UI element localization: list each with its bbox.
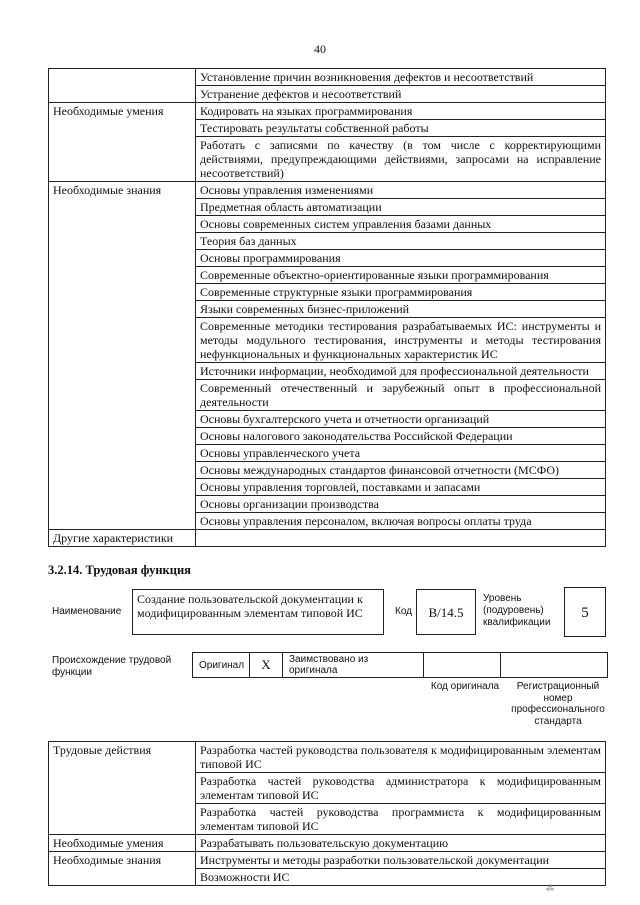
section-title: 3.2.14. Трудовая функция xyxy=(48,563,191,577)
requirement-item: Разработка частей руководства администратора к модифицированным элементам типовой ИС xyxy=(196,773,606,804)
requirement-item: Современные структурные языки программирования xyxy=(196,284,606,301)
origin-original-label: Оригинал xyxy=(199,659,245,671)
requirement-item: Разработка частей руководства программиста к модифицированным элементам типовой ИС xyxy=(196,804,606,835)
group-label: Другие характеристики xyxy=(49,530,196,547)
origin-row xyxy=(193,652,608,678)
table-row xyxy=(49,835,606,852)
requirement-item: Кодировать на языках программирования xyxy=(196,103,606,120)
page-number: 40 xyxy=(314,42,326,56)
table-row xyxy=(49,530,606,547)
group-label xyxy=(49,69,196,103)
origin-label: Происхождение трудовой функции xyxy=(52,655,172,678)
requirement-item: Тестировать результаты собственной работы xyxy=(196,120,606,137)
requirement-item: Современные методики тестирования разрабатываемых ИС: инструменты и методы модульного тестирования, инструменты и методы тестирования нефункциональных и функциональных характеристик ИС xyxy=(196,318,606,363)
requirement-item: Предметная область автоматизации xyxy=(196,199,606,216)
requirement-item: Основы налогового законодательства Российской Федерации xyxy=(196,428,606,445)
table-row xyxy=(49,69,606,86)
table-row xyxy=(49,182,606,199)
function-name-box: Создание пользовательской документации к модифицированным элементам типовой ИС xyxy=(132,589,384,635)
caption-registration-number: Регистрационный номер профессионального стандарта xyxy=(511,681,605,727)
requirement-item: Основы международных стандартов финансовой отчетности (МСФО) xyxy=(196,462,606,479)
level-label: Уровень (подуровень) квалификации xyxy=(483,593,551,628)
name-label: Наименование xyxy=(52,606,122,617)
origin-original-cell xyxy=(192,652,250,678)
requirement-item xyxy=(196,530,606,547)
group-label: Необходимые знания xyxy=(49,182,196,530)
requirement-item: Разработка частей руководства пользователя к модифицированным элементам типовой ИС xyxy=(196,742,606,773)
requirement-item: Инструменты и методы разработки пользовательской документации xyxy=(196,852,606,869)
requirement-item: Возможности ИС xyxy=(196,869,606,886)
origin-borrowed-cell xyxy=(282,652,424,678)
requirement-item: Основы управления изменениями xyxy=(196,182,606,199)
code-label: Код xyxy=(395,606,413,617)
origin-mark-cell: X xyxy=(249,652,283,678)
table-row xyxy=(49,852,606,869)
table-row xyxy=(49,103,606,120)
requirement-item: Основы управления персоналом, включая вопросы оплаты труда xyxy=(196,513,606,530)
origin-borrowed-label: Заимствовано из оригинала xyxy=(289,654,369,676)
requirement-item: Теория баз данных xyxy=(196,233,606,250)
registration-number-cell xyxy=(500,652,608,678)
top-requirements-table xyxy=(48,68,606,547)
group-label: Необходимые умения xyxy=(49,835,196,852)
requirement-item: Устранение дефектов и несоответствий xyxy=(196,86,606,103)
bottom-requirements-table xyxy=(48,741,606,886)
requirement-item: Основы программирования xyxy=(196,250,606,267)
table-row xyxy=(49,742,606,773)
requirement-item: Языки современных бизнес-приложений xyxy=(196,301,606,318)
group-label: Трудовые действия xyxy=(49,742,196,835)
requirement-item: Современный отечественный и зарубежный опыт в профессиональной деятельности xyxy=(196,380,606,411)
requirement-item: Основы современных систем управления базами данных xyxy=(196,216,606,233)
caption-original-code: Код оригинала xyxy=(430,681,500,692)
requirement-item: Источники информации, необходимой для профессиональной деятельности xyxy=(196,363,606,380)
group-label: Необходимые знания xyxy=(49,852,196,886)
level-box: 5 xyxy=(564,587,606,637)
requirement-item: Основы управленческого учета xyxy=(196,445,606,462)
requirement-item: Современные объектно-ориентированные языки программирования xyxy=(196,267,606,284)
scan-mark: ⁂ xyxy=(546,884,554,893)
original-code-cell xyxy=(423,652,501,678)
requirement-item: Основы бухгалтерского учета и отчетности организаций xyxy=(196,411,606,428)
group-label: Необходимые умения xyxy=(49,103,196,182)
requirement-item: Основы управления торговлей, поставками и запасами xyxy=(196,479,606,496)
function-code-box: B/14.5 xyxy=(416,589,476,635)
requirement-item: Разрабатывать пользовательскую документацию xyxy=(196,835,606,852)
requirement-item: Работать с записями по качеству (в том числе с корректирующими действиями, предупреждающими действиями, запросами на исправление несоответствий) xyxy=(196,137,606,182)
requirement-item: Установление причин возникновения дефектов и несоответствий xyxy=(196,69,606,86)
requirement-item: Основы организации производства xyxy=(196,496,606,513)
